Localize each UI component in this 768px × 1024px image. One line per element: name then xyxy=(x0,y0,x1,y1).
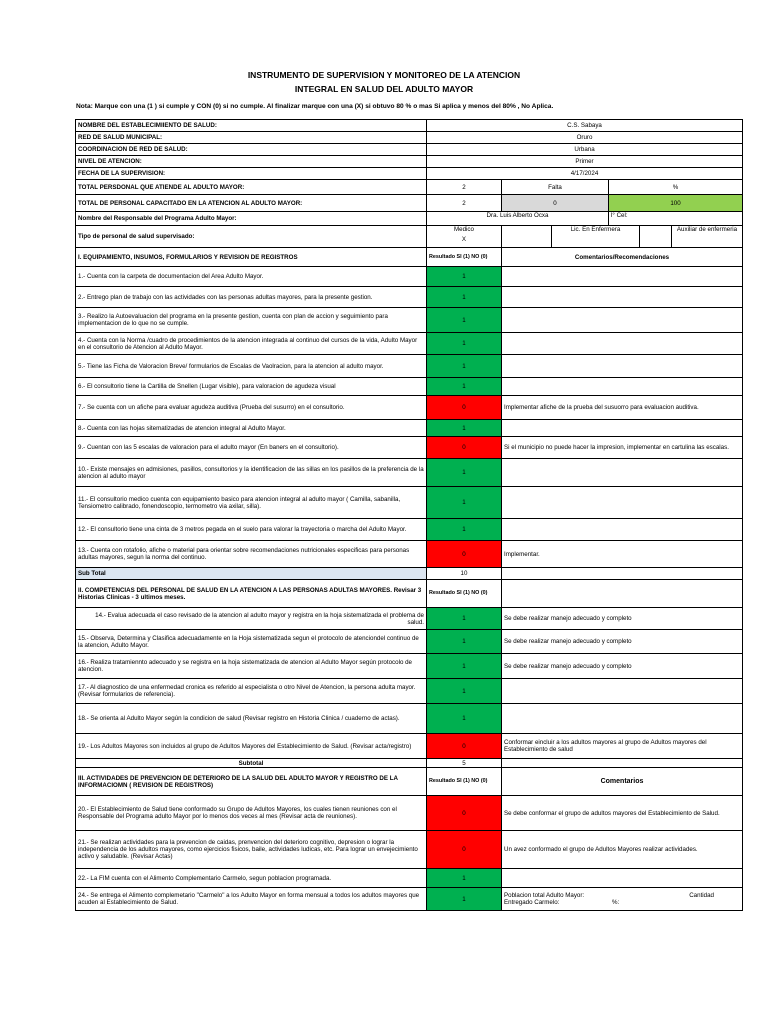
section1-subtotal-label: Sub Total xyxy=(76,568,427,580)
info-row-nivel xyxy=(76,156,743,168)
value-falta: 0 xyxy=(502,195,609,212)
section3-header-row xyxy=(76,768,743,796)
criterion-text: 8.- Cuenta con las hojas sitematizadas de atencion integral al Adulto Mayor. xyxy=(76,420,427,437)
section2-subtotal-empty xyxy=(502,759,743,768)
criterion-text: 2.- Entrego plan de trabajo con las actividades con las personas adultas mayores, para la presente gestion. xyxy=(76,287,427,308)
criterion-row xyxy=(76,679,743,704)
label-responsable: Nombre del Responsable del Programa Adulto Mayor: xyxy=(76,212,427,226)
section1-result-header: Resultado SI (1) NO (0) xyxy=(427,248,502,267)
section1-subtotal-row xyxy=(76,568,743,580)
criterion-text: 3.- Realizo la Autoevaluacion del programa en la presente gestion, cuenta con plan de accion y seguimiento para implementacion de lo que no se cumple. xyxy=(76,308,427,333)
info-row-establecimiento xyxy=(76,120,743,132)
comment-cell[interactable] xyxy=(502,378,743,396)
criterion-row xyxy=(76,541,743,568)
document-title-line1: INSTRUMENTO DE SUPERVISION Y MONITOREO DE LA ATENCION xyxy=(247,70,521,80)
criterion-row xyxy=(76,487,743,519)
result-cell[interactable]: 0 xyxy=(427,796,502,831)
section1-title: I. EQUIPAMIENTO, INSUMOS, FORMULARIOS Y REVISION DE REGISTROS xyxy=(76,248,427,267)
value-capacitado: 2 xyxy=(427,195,502,212)
comment-cell[interactable] xyxy=(502,888,743,911)
section2-subtotal-label: Subtotal xyxy=(76,759,427,768)
comment-cell[interactable] xyxy=(502,333,743,355)
criterion-text: 1.- Cuenta con la carpeta de documentacion del Area Adulto Mayor. xyxy=(76,267,427,287)
comment-cell[interactable]: Se debe conformar el grupo de adultos mayores del Establecimiento de Salud. xyxy=(502,796,743,831)
criterion-row xyxy=(76,420,743,437)
section3-comments-header: Comentarios xyxy=(502,768,743,796)
value-establecimiento: C.S. Sabaya xyxy=(427,120,743,132)
supervision-form-table xyxy=(75,119,743,911)
comment-content xyxy=(504,892,740,906)
result-cell[interactable]: 0 xyxy=(427,831,502,869)
option-enfermera-box xyxy=(640,226,672,248)
section2-subtotal-row xyxy=(76,759,743,768)
value-percent: 100 xyxy=(609,195,743,212)
comment-cell[interactable] xyxy=(502,308,743,333)
info-row-tipo-personal xyxy=(76,226,743,248)
result-cell[interactable]: 1 xyxy=(427,608,502,630)
label-fecha: FECHA DE LA SUPERVISION: xyxy=(76,168,427,180)
result-cell[interactable]: 1 xyxy=(427,487,502,519)
label-establecimiento: NOMBRE DEL ESTABLECIMIIENTO DE SALUD: xyxy=(76,120,427,132)
document-title-line2: INTEGRAL EN SALUD DEL ADULTO MAYOR xyxy=(294,84,474,94)
section1-header-row xyxy=(76,248,743,267)
criterion-row xyxy=(76,437,743,459)
result-cell[interactable]: 1 xyxy=(427,267,502,287)
criterion-row xyxy=(76,333,743,355)
label-red: RED DE SALUD MUNICIPAL: xyxy=(76,132,427,144)
comment-cell[interactable] xyxy=(502,487,743,519)
result-cell[interactable]: 1 xyxy=(427,654,502,679)
criterion-row xyxy=(76,630,743,654)
instructions-note: Nota: Marque con una (1 ) si cumple y CON (0) si no cumple. Al finalizar marque con una (X) si obtuvo 80 % o mas Si aplica y menos del 80% , No Aplica. xyxy=(76,103,554,110)
comment-cell[interactable] xyxy=(502,267,743,287)
value-coordinacion: Urbana xyxy=(427,144,743,156)
criterion-row xyxy=(76,287,743,308)
result-cell[interactable]: 1 xyxy=(427,355,502,378)
criterion-text: 16.- Realiza tratamiennto adecuado y se registra en la hoja sistematizada de atencion al Adulto Mayor según protocolo de atencion. xyxy=(76,654,427,679)
criterion-row xyxy=(76,378,743,396)
comment-cell[interactable] xyxy=(502,355,743,378)
criterion-text: 4.- Cuenta con la Norma /cuadro de procedimientos de la atencion integrada al continuo del cursos de la vida, Adulto Mayor en el consultorio de Atencion al Adulto Mayor. xyxy=(76,333,427,355)
criterion-text: 6.- El consultorio tiene la Cartilla de Snellen (Lugar visible), para valoracion de agudeza visual xyxy=(76,378,427,396)
comment-cell[interactable]: Implementar afiche de la prueba del susuorro para evaluacion auditiva. xyxy=(502,396,743,420)
comment-cell[interactable]: Se debe realizar manejo adecuado y completo xyxy=(502,654,743,679)
criterion-row xyxy=(76,734,743,759)
comment-cell[interactable] xyxy=(502,420,743,437)
comment-cell[interactable] xyxy=(502,704,743,734)
criterion-row xyxy=(76,355,743,378)
criterion-text: 10.- Existe mensajes en admisiones, pasillos, consultorios y la identificacion de las sillas en los pasillos de la preferencia de la atencion al adulto mayor xyxy=(76,459,427,487)
result-cell[interactable]: 1 xyxy=(427,308,502,333)
result-cell[interactable]: 1 xyxy=(427,869,502,888)
option-medico xyxy=(427,226,502,248)
criterion-row xyxy=(76,796,743,831)
comment-cell[interactable] xyxy=(502,459,743,487)
criterion-text: 17.- Al diagnostico de una enfermedad cronica es referido al especialista o otro Nivel de Atencion, la persona adulta mayor. (Revisar formularios de referencia). xyxy=(76,679,427,704)
section2-result-header: Resultado SI (1) NO (0) xyxy=(427,580,502,608)
criterion-text: 13.- Cuenta con rotafolio, afiche o material para orientar sobre recomendaciones nutricionales especificas para personas adultas mayores, segun la norma del continuo. xyxy=(76,541,427,568)
section1-subtotal-empty xyxy=(502,568,743,580)
criterion-row xyxy=(76,459,743,487)
result-cell[interactable]: 1 xyxy=(427,630,502,654)
result-cell[interactable]: 1 xyxy=(427,420,502,437)
result-cell[interactable]: 1 xyxy=(427,459,502,487)
comment-delivered-label: Entregado Carmelo: xyxy=(504,899,560,906)
result-cell[interactable]: 1 xyxy=(427,519,502,541)
comment-population-label: Poblacion total Adulto Mayor: xyxy=(504,892,585,899)
criterion-text: 18.- Se orienta al Adulto Mayor según la condicion de salud (Revisar registro en Historia Clinica / cuaderno de actas). xyxy=(76,704,427,734)
label-tipo-personal: Tipo de personal de salud supervisado: xyxy=(76,226,427,248)
result-cell[interactable]: 1 xyxy=(427,287,502,308)
criterion-text: 21.- Se realizan actividades para la prevencion de caidas, prenvencion del deterioro cognitivo, depresion o lograr la independencia de los adultos mayores, como ejercicios fisicos, baile, actividades ludicas, etc. Para lograr un envejecimiento activo y saludable. (Revisar Actas) xyxy=(76,831,427,869)
label-total-personal: TOTAL PERSDONAL QUE ATIENDE AL ADULTO MAYOR: xyxy=(76,180,427,195)
result-cell[interactable]: 0 xyxy=(427,541,502,568)
criterion-text: 11.- El consultorio medico cuenta con equipamiento basico para atencion integral al adulto mayor ( Camilla, sabanilla, Tensiometro calibrado, fonendoscopio, termometro via axilar, silla). xyxy=(76,487,427,519)
result-cell[interactable]: 0 xyxy=(427,734,502,759)
info-row-red xyxy=(76,132,743,144)
section3-result-header: Resultado SI (1) NO (0) xyxy=(427,768,502,796)
info-row-fecha xyxy=(76,168,743,180)
comment-cell[interactable]: Se debe realizar manejo adecuado y completo xyxy=(502,630,743,654)
section2-header-row xyxy=(76,580,743,608)
criterion-row xyxy=(76,267,743,287)
label-nivel: NIVEL DE ATENCION: xyxy=(76,156,427,168)
label-capacitado: TOTAL DE PERSONAL CAPACITADO EN LA ATENCION AL ADULTO MAYOR: xyxy=(76,195,427,212)
info-row-total-personal xyxy=(76,180,743,195)
option-medico-mark: X xyxy=(461,236,467,243)
result-cell[interactable]: 0 xyxy=(427,437,502,459)
comment-cell[interactable] xyxy=(502,679,743,704)
criterion-row xyxy=(76,519,743,541)
criterion-text: 12.- El consultorio tiene una cinta de 3 metros pegada en el suelo para valorar la trayectoria o marcha del Adulto Mayor. xyxy=(76,519,427,541)
criterion-text: 20.- El Establecimiento de Salud tiene conformado su Grupo de Adultos Mayores, los cuales tienen reuniones con el Responsable del Programa adulto Mayor por lo menos dos veces al mes (Revisar acta de reuniones). xyxy=(76,796,427,831)
criterion-text: 15.- Observa, Determina y Clasifica adecuadamente en la Hoja sistematizada segun el protocolo de atenciondel continuo de la atencion, Adulto Mayor. xyxy=(76,630,427,654)
option-medico-box xyxy=(502,226,552,248)
section1-subtotal-value: 10 xyxy=(427,568,502,580)
result-cell[interactable]: 0 xyxy=(427,396,502,420)
value-nivel: Primer xyxy=(427,156,743,168)
criterion-text: 9.- Cuentan con las 5 escalas de valoracion para el adulto mayor (En baners en el consultorio). xyxy=(76,437,427,459)
label-cel: l° Cel: xyxy=(609,212,743,226)
comment-cell[interactable]: Conformar eincluir a los adultos mayores al grupo de Adultos mayores del Establecimiento de salud xyxy=(502,734,743,759)
comment-cell[interactable]: Si el municipio no puede hacer la impresion, implementar en cartulina las escalas. xyxy=(502,437,743,459)
option-enfermera-label: Lic. En Enfermera xyxy=(552,226,640,248)
criterion-text: 14.- Evalua adecuada el caso revisado de la atencion al adulto mayor y registra en la hoja sistematizada el problema de salud. xyxy=(76,608,427,630)
result-cell[interactable]: 1 xyxy=(427,704,502,734)
option-medico-label: Medico xyxy=(454,226,474,233)
section3-title: III. ACTIVIDADES DE PREVENCION DE DETERIORO DE LA SALUD DEL ADULTO MAYOR Y REGISTRO DE LA INFORMACIOMN ( REVISION DE REGISTROS) xyxy=(76,768,427,796)
section1-comments-header: Comentarios/Recomendaciones xyxy=(502,248,743,267)
section2-subtotal-value: 5 xyxy=(427,759,502,768)
label-percent: % xyxy=(609,180,743,195)
criterion-row xyxy=(76,869,743,888)
criterion-text: 22.- La FIM cuenta con el Alimento Complementario Carmelo, segun poblacion programada. xyxy=(76,869,427,888)
criterion-row xyxy=(76,704,743,734)
result-cell[interactable]: 1 xyxy=(427,333,502,355)
comment-cell[interactable] xyxy=(502,519,743,541)
value-total-personal: 2 xyxy=(427,180,502,195)
comment-cell[interactable]: Implementar. xyxy=(502,541,743,568)
comment-percent-label: %: xyxy=(612,899,620,906)
criterion-row xyxy=(76,396,743,420)
comment-cell[interactable]: Se debe realizar manejo adecuado y completo xyxy=(502,608,743,630)
result-cell[interactable]: 1 xyxy=(427,679,502,704)
comment-cell[interactable] xyxy=(502,869,743,888)
value-red: Oruro xyxy=(427,132,743,144)
value-fecha: 4/17/2024 xyxy=(427,168,743,180)
criterion-row xyxy=(76,654,743,679)
info-row-responsable xyxy=(76,212,743,226)
section2-comments-empty xyxy=(502,580,743,608)
section2-title: II. COMPETENCIAS DEL PERSONAL DE SALUD EN LA ATENCION A LAS PERSONAS ADULTAS MAYORES. Revisar 3 Historias Clinicas - 3 ultimos meses. xyxy=(76,580,427,608)
criterion-text: 7.- Se cuenta con un afiche para evaluar agudeza auditiva (Prueba del susurro) en el consultorio. xyxy=(76,396,427,420)
value-responsable: Dra. Luis Alberto Ocxa xyxy=(427,212,609,226)
criterion-row xyxy=(76,308,743,333)
label-coordinacion: COORDINACION DE RED DE SALUD: xyxy=(76,144,427,156)
criterion-row xyxy=(76,888,743,911)
criterion-text: 19.- Los Adultos Mayores son incluidos al grupo de Adultos Mayores del Establecimiento de Salud. (Revisar acta/registro) xyxy=(76,734,427,759)
result-cell[interactable]: 1 xyxy=(427,888,502,911)
option-auxiliar-label: Auxiliar de enfermeria xyxy=(672,226,743,248)
criterion-row xyxy=(76,831,743,869)
criterion-text: 24.- Se entrega el Alimento complemetario "Carmelo" a los Adulto Mayor en forma mensual a todos los adultos mayores que acuden al Establecimiento de Salud. xyxy=(76,888,427,911)
info-row-coordinacion xyxy=(76,144,743,156)
info-row-capacitado xyxy=(76,195,743,212)
criterion-row xyxy=(76,608,743,630)
criterion-text: 5.- Tiene las Ficha de Valoracion Breve/ formularios de Escalas de Vaolracion, para la atencion al adulto mayor. xyxy=(76,355,427,378)
comment-quantity-label: Cantidad xyxy=(689,892,714,899)
comment-cell[interactable]: Un avez conformado el grupo de Adultos Mayores realizar actividades. xyxy=(502,831,743,869)
result-cell[interactable]: 1 xyxy=(427,378,502,396)
label-falta: Falta xyxy=(502,180,609,195)
comment-cell[interactable] xyxy=(502,287,743,308)
